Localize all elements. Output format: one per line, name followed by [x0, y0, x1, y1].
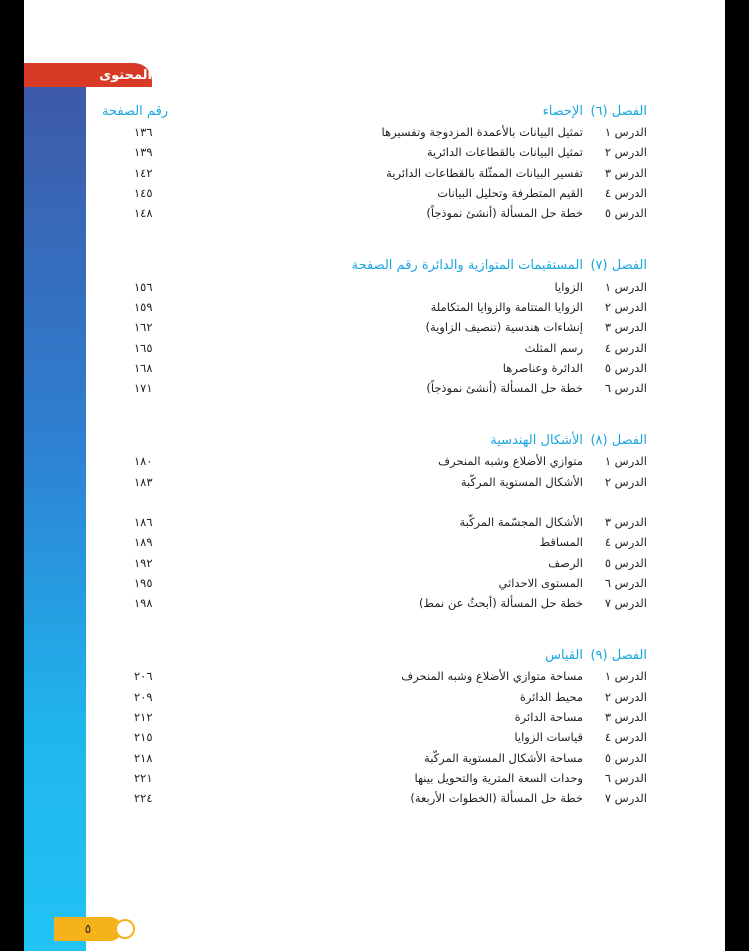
lesson-page: ١٤٥: [134, 186, 153, 201]
lesson-label: الدرس ١: [604, 279, 647, 294]
chapter-header: [102, 429, 647, 451]
page-number: ٥: [84, 922, 92, 936]
lesson-title: إنشاءات هندسية (تنصيف الزاوية): [425, 320, 583, 335]
lesson-label: الدرس ٣: [604, 320, 647, 335]
lesson-page: ٢١٨: [134, 750, 153, 765]
lesson-label: الدرس ٤: [604, 186, 647, 201]
lesson-row[interactable]: [102, 593, 647, 613]
lesson-row[interactable]: [102, 687, 647, 707]
lesson-title: مساحة الدائرة: [514, 710, 583, 725]
lesson-title: رسم المثلث: [524, 340, 583, 355]
lesson-label: الدرس ٢: [604, 299, 647, 314]
lesson-title: قياسات الزوايا: [514, 730, 583, 745]
lesson-label: الدرس ٢: [604, 689, 647, 704]
lesson-title: الأشكال المستوية المركّبة: [460, 474, 583, 489]
lesson-page: ١٣٦: [134, 125, 153, 140]
lesson-title: الرصف: [548, 555, 583, 570]
lesson-row[interactable]: [102, 748, 647, 768]
page-number-badge: [54, 917, 122, 941]
chapter-header: [102, 254, 647, 276]
side-color-strip: [24, 87, 86, 951]
lesson-row[interactable]: [102, 666, 647, 686]
lesson-title: الزوايا المتتامة والزوايا المتكاملة: [430, 299, 583, 314]
lesson-row[interactable]: [102, 768, 647, 788]
lesson-page: ٢١٥: [134, 730, 153, 745]
lesson-row[interactable]: [102, 552, 647, 572]
lesson-page: ٢٢١: [134, 770, 153, 785]
lesson-title: الأشكال المجسّمة المركّبة: [459, 515, 583, 529]
chapter-6: [102, 100, 647, 223]
lesson-row[interactable]: [102, 532, 647, 552]
lesson-page: ١٩٥: [134, 575, 153, 590]
lesson-title: الزوايا: [554, 279, 583, 294]
lesson-page: ١٦٥: [134, 340, 153, 355]
lesson-title: خطة حل المسألة (أبحثُ عن نمط): [418, 596, 583, 611]
lesson-page: ١٨٣: [134, 474, 153, 489]
lesson-title: تفسير البيانات الممثّلة بالقطاعات الدائرية: [386, 165, 583, 180]
lesson-label: الدرس ٤: [604, 340, 647, 355]
lesson-row[interactable]: [102, 163, 647, 183]
lesson-row[interactable]: [102, 317, 647, 337]
lesson-row[interactable]: [102, 276, 647, 296]
lesson-page: ١٥٩: [134, 299, 153, 314]
lesson-row[interactable]: [102, 707, 647, 727]
lesson-page: ٢١٢: [134, 710, 153, 725]
lesson-title: مساحة الأشكال المستوية المركّبة: [424, 750, 583, 765]
lesson-label: الدرس ٢: [604, 145, 647, 160]
chapter-name: القياس: [545, 647, 583, 663]
lesson-page: ١٧١: [134, 381, 153, 396]
lesson-label: الدرس ٥: [604, 360, 647, 375]
lesson-title: القيم المتطرفة وتحليل البيانات: [437, 186, 583, 201]
lesson-page: ١٨٠: [134, 454, 153, 469]
lesson-page: ١٦٨: [134, 360, 153, 375]
table-of-contents: [102, 100, 647, 819]
section-spacer: [102, 624, 647, 644]
lesson-page: ١٨٩: [134, 535, 153, 550]
document-page: [24, 0, 725, 951]
lesson-row[interactable]: [102, 358, 647, 378]
chapter-name: المستقيمات المتوازية والدائرة رقم الصفحة: [351, 257, 583, 273]
lesson-row[interactable]: [102, 297, 647, 317]
lesson-page: ١٣٩: [134, 145, 153, 160]
lesson-label: الدرس ٢: [604, 474, 647, 489]
lesson-label: الدرس ٧: [604, 791, 647, 806]
lesson-label: الدرس ٥: [604, 750, 647, 765]
contents-title: المحتوى: [99, 67, 152, 83]
lesson-label: الدرس ١: [604, 669, 647, 684]
lesson-page: ١٥٦: [134, 279, 153, 294]
lesson-title: المستوى الاحداثي: [498, 575, 583, 590]
lesson-label: الدرس ٤: [604, 730, 647, 745]
chapter-header: [102, 100, 647, 122]
lesson-title: تمثيل البيانات بالأعمدة المزدوجة وتفسيرها: [381, 125, 583, 140]
page-badge-ring-icon: [115, 919, 135, 939]
lesson-title: متوازي الأضلاع وشبه المنحرف: [438, 454, 583, 469]
lesson-title: المساقط: [539, 535, 583, 550]
lesson-title: الدائرة وعناصرها: [502, 360, 583, 375]
lesson-label: الدرس ٦: [604, 770, 647, 785]
lesson-title: خطة حل المسألة (أنشئ نموذجاً): [426, 381, 583, 396]
chapter-9: [102, 644, 647, 808]
lesson-label: الدرس ٦: [604, 381, 647, 396]
lesson-page: ١٨٦: [134, 515, 153, 529]
lesson-row[interactable]: [102, 788, 647, 808]
lesson-row[interactable]: [102, 122, 647, 142]
lesson-label: الدرس ٧: [604, 596, 647, 611]
lesson-title: خطة حل المسألة (الخطوات الأربعة): [410, 791, 583, 806]
chapter-label: الفصل (٧): [590, 257, 647, 273]
contents-tab: [24, 63, 152, 87]
lesson-page: ١٩٨: [134, 596, 153, 611]
section-spacer: [102, 492, 647, 512]
chapter-8: [102, 429, 647, 613]
lesson-label: الدرس ٦: [604, 575, 647, 590]
lesson-title: وحدات السعة المترية والتحويل بينها: [414, 770, 583, 785]
lesson-page: ١٤٢: [134, 165, 153, 180]
chapter-label: الفصل (٨): [590, 432, 647, 448]
chapter-name: الأشكال الهندسية: [490, 432, 583, 448]
lesson-row[interactable]: [102, 183, 647, 203]
lesson-title: محيط الدائرة: [519, 689, 583, 704]
chapter-name: الإحصاء: [542, 103, 583, 119]
lesson-label: الدرس ٥: [604, 555, 647, 570]
lesson-row[interactable]: [102, 142, 647, 162]
lesson-label: الدرس ١: [604, 454, 647, 469]
lesson-label: الدرس ٣: [604, 710, 647, 725]
lesson-row[interactable]: [102, 337, 647, 357]
chapter-label: الفصل (٩): [590, 647, 647, 663]
lesson-page: ٢٠٦: [134, 669, 153, 684]
lesson-label: الدرس ٣: [604, 165, 647, 180]
chapter-7: [102, 254, 647, 398]
lesson-row[interactable]: [102, 472, 647, 492]
lesson-label: الدرس ١: [604, 125, 647, 140]
lesson-page: ٢٢٤: [134, 791, 153, 806]
lesson-title: خطة حل المسألة (أنشئ نموذجاً): [426, 206, 583, 221]
lesson-row[interactable]: [102, 451, 647, 471]
lesson-page: ١٩٢: [134, 555, 153, 570]
lesson-row[interactable]: [102, 727, 647, 747]
lesson-label: الدرس ٣: [604, 515, 647, 529]
lesson-page: ١٦٢: [134, 320, 153, 335]
lesson-page: ٢٠٩: [134, 689, 153, 704]
lesson-page: ١٤٨: [134, 206, 153, 221]
lesson-row[interactable]: [102, 512, 647, 532]
section-spacer: [102, 234, 647, 254]
chapter-label: الفصل (٦): [590, 103, 647, 119]
page-column-label: رقم الصفحة: [102, 103, 169, 119]
lesson-label: الدرس ٥: [604, 206, 647, 221]
lesson-row[interactable]: [102, 378, 647, 398]
lesson-title: تمثيل البيانات بالقطاعات الدائرية: [426, 145, 583, 160]
chapter-header: [102, 644, 647, 666]
lesson-row[interactable]: [102, 203, 647, 223]
lesson-title: مساحة متوازي الأضلاع وشبه المنحرف: [401, 669, 583, 684]
lesson-label: الدرس ٤: [604, 535, 647, 550]
lesson-row[interactable]: [102, 573, 647, 593]
section-spacer: [102, 409, 647, 429]
